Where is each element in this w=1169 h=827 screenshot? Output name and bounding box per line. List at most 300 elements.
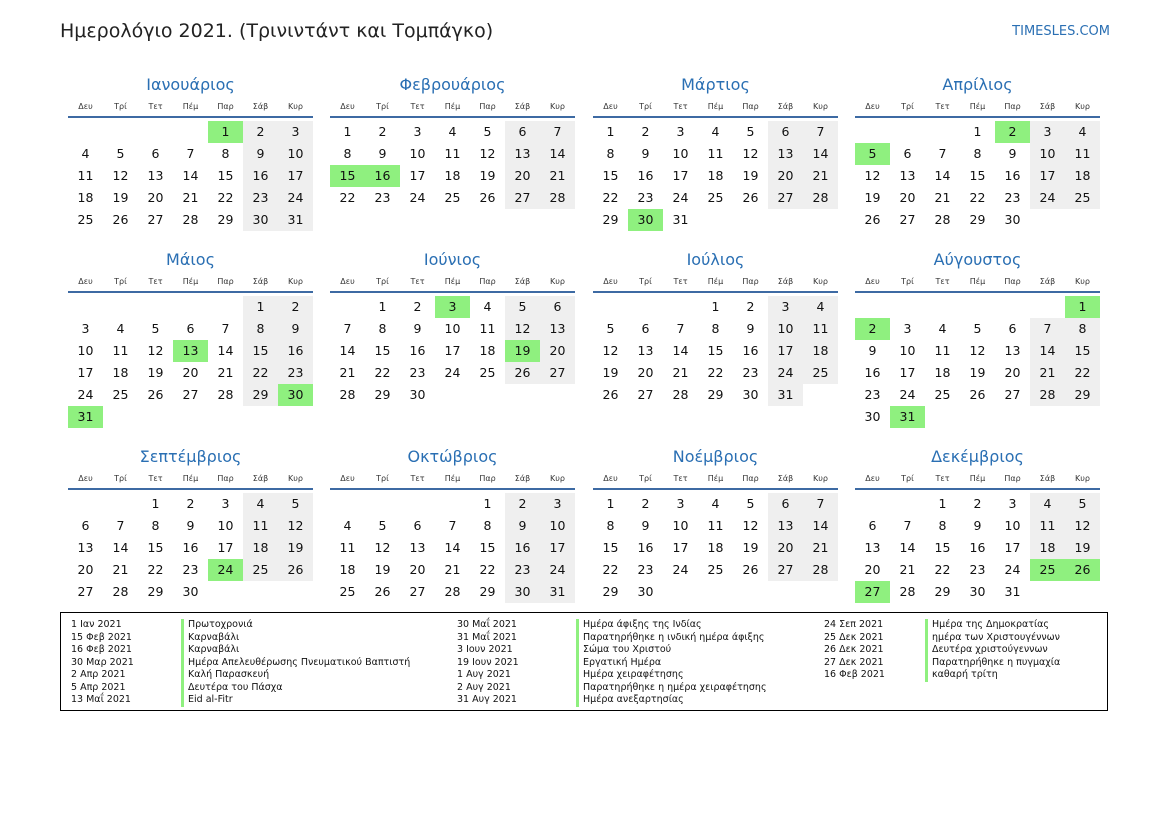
day-cell[interactable]: 25 <box>243 559 278 581</box>
day-cell[interactable]: 3 <box>540 493 575 515</box>
day-cell[interactable]: 17 <box>77 365 94 380</box>
day-cell[interactable]: 5 <box>151 321 160 336</box>
day-cell[interactable]: 31 <box>1004 584 1021 599</box>
day-cell[interactable]: 13 <box>768 515 803 537</box>
day-cell[interactable]: 22 <box>479 562 496 577</box>
day-cell[interactable]: 16 <box>278 340 313 362</box>
day-cell[interactable]: 22 <box>217 190 234 205</box>
day-cell[interactable]: 29 <box>217 212 234 227</box>
day-cell[interactable]: 5 <box>1065 493 1100 515</box>
day-cell[interactable]: 9 <box>243 143 278 165</box>
holiday-day-cell[interactable]: 13 <box>173 340 208 362</box>
day-cell[interactable]: 10 <box>409 146 426 161</box>
holiday-day-cell[interactable]: 31 <box>68 406 103 428</box>
day-cell[interactable]: 3 <box>676 496 685 511</box>
day-cell[interactable]: 10 <box>444 321 461 336</box>
day-cell[interactable]: 26 <box>969 387 986 402</box>
day-cell[interactable]: 13 <box>77 540 94 555</box>
day-cell[interactable]: 31 <box>278 209 313 231</box>
day-cell[interactable]: 30 <box>864 409 881 424</box>
day-cell[interactable]: 1 <box>606 496 615 511</box>
day-cell[interactable]: 20 <box>768 165 803 187</box>
day-cell[interactable]: 14 <box>803 515 838 537</box>
day-cell[interactable]: 3 <box>413 124 422 139</box>
day-cell[interactable]: 23 <box>182 562 199 577</box>
day-cell[interactable]: 21 <box>803 165 838 187</box>
day-cell[interactable]: 16 <box>409 343 426 358</box>
day-cell[interactable]: 13 <box>899 168 916 183</box>
holiday-day-cell[interactable]: 19 <box>505 340 540 362</box>
day-cell[interactable]: 14 <box>444 540 461 555</box>
day-cell[interactable]: 17 <box>278 165 313 187</box>
day-cell[interactable]: 19 <box>147 365 164 380</box>
day-cell[interactable]: 16 <box>182 540 199 555</box>
day-cell[interactable]: 18 <box>444 168 461 183</box>
day-cell[interactable]: 8 <box>221 146 230 161</box>
day-cell[interactable]: 18 <box>112 365 129 380</box>
day-cell[interactable]: 24 <box>1004 562 1021 577</box>
day-cell[interactable]: 28 <box>1030 384 1065 406</box>
day-cell[interactable]: 20 <box>899 190 916 205</box>
day-cell[interactable]: 11 <box>707 146 724 161</box>
day-cell[interactable]: 27 <box>637 387 654 402</box>
day-cell[interactable]: 9 <box>973 518 982 533</box>
day-cell[interactable]: 22 <box>602 190 619 205</box>
day-cell[interactable]: 14 <box>540 143 575 165</box>
day-cell[interactable]: 10 <box>672 146 689 161</box>
day-cell[interactable]: 2 <box>413 299 422 314</box>
day-cell[interactable]: 24 <box>899 387 916 402</box>
day-cell[interactable]: 8 <box>606 518 615 533</box>
day-cell[interactable]: 15 <box>969 168 986 183</box>
day-cell[interactable]: 1 <box>151 496 160 511</box>
day-cell[interactable]: 22 <box>707 365 724 380</box>
holiday-day-cell[interactable]: 26 <box>1065 559 1100 581</box>
day-cell[interactable]: 23 <box>637 190 654 205</box>
day-cell[interactable]: 12 <box>505 318 540 340</box>
day-cell[interactable]: 22 <box>339 190 356 205</box>
day-cell[interactable]: 24 <box>672 562 689 577</box>
holiday-day-cell[interactable]: 24 <box>208 559 243 581</box>
day-cell[interactable]: 25 <box>707 562 724 577</box>
holiday-day-cell[interactable]: 25 <box>1030 559 1065 581</box>
day-cell[interactable]: 11 <box>1030 515 1065 537</box>
day-cell[interactable]: 18 <box>1030 537 1065 559</box>
day-cell[interactable]: 18 <box>707 540 724 555</box>
day-cell[interactable]: 14 <box>672 343 689 358</box>
day-cell[interactable]: 27 <box>182 387 199 402</box>
day-cell[interactable]: 4 <box>803 296 838 318</box>
day-cell[interactable]: 1 <box>378 299 387 314</box>
day-cell[interactable]: 3 <box>1030 121 1065 143</box>
holiday-day-cell[interactable]: 15 <box>330 165 365 187</box>
day-cell[interactable]: 27 <box>77 584 94 599</box>
day-cell[interactable]: 10 <box>77 343 94 358</box>
day-cell[interactable]: 8 <box>151 518 160 533</box>
day-cell[interactable]: 31 <box>540 581 575 603</box>
day-cell[interactable]: 8 <box>711 321 720 336</box>
day-cell[interactable]: 24 <box>444 365 461 380</box>
day-cell[interactable]: 4 <box>116 321 125 336</box>
day-cell[interactable]: 11 <box>1065 143 1100 165</box>
day-cell[interactable]: 29 <box>374 387 391 402</box>
day-cell[interactable]: 6 <box>540 296 575 318</box>
day-cell[interactable]: 15 <box>147 540 164 555</box>
day-cell[interactable]: 15 <box>602 168 619 183</box>
day-cell[interactable]: 28 <box>444 584 461 599</box>
day-cell[interactable]: 17 <box>768 340 803 362</box>
day-cell[interactable]: 20 <box>182 365 199 380</box>
holiday-day-cell[interactable]: 27 <box>855 581 890 603</box>
day-cell[interactable]: 9 <box>505 515 540 537</box>
day-cell[interactable]: 18 <box>479 343 496 358</box>
day-cell[interactable]: 14 <box>112 540 129 555</box>
day-cell[interactable]: 28 <box>339 387 356 402</box>
day-cell[interactable]: 11 <box>339 540 356 555</box>
day-cell[interactable]: 17 <box>672 540 689 555</box>
day-cell[interactable]: 7 <box>186 146 195 161</box>
day-cell[interactable]: 25 <box>803 362 838 384</box>
day-cell[interactable]: 27 <box>1004 387 1021 402</box>
day-cell[interactable]: 12 <box>278 515 313 537</box>
day-cell[interactable]: 7 <box>221 321 230 336</box>
day-cell[interactable]: 26 <box>479 190 496 205</box>
day-cell[interactable]: 27 <box>899 212 916 227</box>
day-cell[interactable]: 3 <box>768 296 803 318</box>
day-cell[interactable]: 18 <box>243 537 278 559</box>
day-cell[interactable]: 11 <box>77 168 94 183</box>
day-cell[interactable]: 21 <box>803 537 838 559</box>
day-cell[interactable]: 21 <box>217 365 234 380</box>
day-cell[interactable]: 9 <box>413 321 422 336</box>
day-cell[interactable]: 22 <box>1065 362 1100 384</box>
day-cell[interactable]: 7 <box>1030 318 1065 340</box>
day-cell[interactable]: 5 <box>746 496 755 511</box>
holiday-day-cell[interactable]: 2 <box>855 318 890 340</box>
day-cell[interactable]: 22 <box>969 190 986 205</box>
day-cell[interactable]: 30 <box>505 581 540 603</box>
day-cell[interactable]: 3 <box>278 121 313 143</box>
day-cell[interactable]: 23 <box>409 365 426 380</box>
day-cell[interactable]: 22 <box>243 362 278 384</box>
day-cell[interactable]: 20 <box>864 562 881 577</box>
day-cell[interactable]: 14 <box>899 540 916 555</box>
day-cell[interactable]: 8 <box>938 518 947 533</box>
day-cell[interactable]: 9 <box>641 146 650 161</box>
day-cell[interactable]: 5 <box>378 518 387 533</box>
day-cell[interactable]: 27 <box>540 362 575 384</box>
day-cell[interactable]: 24 <box>540 559 575 581</box>
day-cell[interactable]: 21 <box>672 365 689 380</box>
day-cell[interactable]: 26 <box>374 584 391 599</box>
day-cell[interactable]: 12 <box>479 146 496 161</box>
day-cell[interactable]: 18 <box>707 168 724 183</box>
day-cell[interactable]: 8 <box>378 321 387 336</box>
day-cell[interactable]: 27 <box>147 212 164 227</box>
day-cell[interactable]: 29 <box>147 584 164 599</box>
day-cell[interactable]: 12 <box>374 540 391 555</box>
day-cell[interactable]: 7 <box>540 121 575 143</box>
day-cell[interactable]: 12 <box>147 343 164 358</box>
day-cell[interactable]: 23 <box>742 365 759 380</box>
day-cell[interactable]: 13 <box>637 343 654 358</box>
day-cell[interactable]: 13 <box>505 143 540 165</box>
day-cell[interactable]: 6 <box>1008 321 1017 336</box>
day-cell[interactable]: 24 <box>672 190 689 205</box>
day-cell[interactable]: 1 <box>243 296 278 318</box>
day-cell[interactable]: 15 <box>1065 340 1100 362</box>
day-cell[interactable]: 2 <box>505 493 540 515</box>
day-cell[interactable]: 9 <box>278 318 313 340</box>
day-cell[interactable]: 23 <box>637 562 654 577</box>
day-cell[interactable]: 10 <box>768 318 803 340</box>
day-cell[interactable]: 20 <box>409 562 426 577</box>
day-cell[interactable]: 25 <box>112 387 129 402</box>
day-cell[interactable]: 28 <box>112 584 129 599</box>
day-cell[interactable]: 13 <box>1004 343 1021 358</box>
day-cell[interactable]: 9 <box>1008 146 1017 161</box>
holiday-day-cell[interactable]: 31 <box>890 406 925 428</box>
day-cell[interactable]: 25 <box>77 212 94 227</box>
day-cell[interactable]: 16 <box>1004 168 1021 183</box>
day-cell[interactable]: 12 <box>969 343 986 358</box>
day-cell[interactable]: 5 <box>505 296 540 318</box>
day-cell[interactable]: 25 <box>339 584 356 599</box>
day-cell[interactable]: 22 <box>602 562 619 577</box>
day-cell[interactable]: 10 <box>672 518 689 533</box>
day-cell[interactable]: 24 <box>1030 187 1065 209</box>
day-cell[interactable]: 15 <box>374 343 391 358</box>
day-cell[interactable]: 30 <box>409 387 426 402</box>
day-cell[interactable]: 24 <box>768 362 803 384</box>
day-cell[interactable]: 17 <box>899 365 916 380</box>
day-cell[interactable]: 8 <box>483 518 492 533</box>
day-cell[interactable]: 28 <box>803 187 838 209</box>
holiday-day-cell[interactable]: 30 <box>628 209 663 231</box>
day-cell[interactable]: 22 <box>934 562 951 577</box>
day-cell[interactable]: 29 <box>602 584 619 599</box>
day-cell[interactable]: 15 <box>217 168 234 183</box>
day-cell[interactable]: 12 <box>1065 515 1100 537</box>
day-cell[interactable]: 4 <box>81 146 90 161</box>
day-cell[interactable]: 19 <box>374 562 391 577</box>
day-cell[interactable]: 11 <box>243 515 278 537</box>
day-cell[interactable]: 2 <box>973 496 982 511</box>
holiday-day-cell[interactable]: 1 <box>208 121 243 143</box>
day-cell[interactable]: 9 <box>641 518 650 533</box>
day-cell[interactable]: 18 <box>1065 165 1100 187</box>
day-cell[interactable]: 30 <box>637 584 654 599</box>
day-cell[interactable]: 11 <box>112 343 129 358</box>
day-cell[interactable]: 12 <box>112 168 129 183</box>
day-cell[interactable]: 19 <box>479 168 496 183</box>
day-cell[interactable]: 20 <box>768 537 803 559</box>
day-cell[interactable]: 25 <box>479 365 496 380</box>
day-cell[interactable]: 17 <box>540 537 575 559</box>
day-cell[interactable]: 7 <box>803 121 838 143</box>
day-cell[interactable]: 10 <box>540 515 575 537</box>
day-cell[interactable]: 4 <box>448 124 457 139</box>
day-cell[interactable]: 17 <box>217 540 234 555</box>
day-cell[interactable]: 19 <box>864 190 881 205</box>
day-cell[interactable]: 7 <box>676 321 685 336</box>
day-cell[interactable]: 23 <box>1004 190 1021 205</box>
day-cell[interactable]: 21 <box>182 190 199 205</box>
day-cell[interactable]: 19 <box>742 540 759 555</box>
day-cell[interactable]: 20 <box>637 365 654 380</box>
day-cell[interactable]: 18 <box>803 340 838 362</box>
day-cell[interactable]: 24 <box>409 190 426 205</box>
day-cell[interactable]: 30 <box>182 584 199 599</box>
day-cell[interactable]: 21 <box>934 190 951 205</box>
day-cell[interactable]: 4 <box>711 496 720 511</box>
day-cell[interactable]: 19 <box>278 537 313 559</box>
day-cell[interactable]: 29 <box>1065 384 1100 406</box>
day-cell[interactable]: 6 <box>413 518 422 533</box>
day-cell[interactable]: 5 <box>483 124 492 139</box>
day-cell[interactable]: 4 <box>1065 121 1100 143</box>
day-cell[interactable]: 21 <box>339 365 356 380</box>
day-cell[interactable]: 26 <box>864 212 881 227</box>
day-cell[interactable]: 29 <box>934 584 951 599</box>
day-cell[interactable]: 24 <box>278 187 313 209</box>
day-cell[interactable]: 30 <box>969 584 986 599</box>
day-cell[interactable]: 23 <box>969 562 986 577</box>
day-cell[interactable]: 23 <box>505 559 540 581</box>
day-cell[interactable]: 16 <box>505 537 540 559</box>
day-cell[interactable]: 10 <box>278 143 313 165</box>
day-cell[interactable]: 26 <box>505 362 540 384</box>
day-cell[interactable]: 1 <box>606 124 615 139</box>
day-cell[interactable]: 3 <box>81 321 90 336</box>
holiday-day-cell[interactable]: 5 <box>855 143 890 165</box>
day-cell[interactable]: 6 <box>186 321 195 336</box>
day-cell[interactable]: 15 <box>602 540 619 555</box>
holiday-day-cell[interactable]: 3 <box>435 296 470 318</box>
day-cell[interactable]: 26 <box>742 190 759 205</box>
day-cell[interactable]: 22 <box>374 365 391 380</box>
day-cell[interactable]: 25 <box>707 190 724 205</box>
day-cell[interactable]: 13 <box>864 540 881 555</box>
day-cell[interactable]: 19 <box>1065 537 1100 559</box>
day-cell[interactable]: 12 <box>602 343 619 358</box>
day-cell[interactable]: 7 <box>938 146 947 161</box>
day-cell[interactable]: 31 <box>768 384 803 406</box>
day-cell[interactable]: 11 <box>803 318 838 340</box>
day-cell[interactable]: 21 <box>112 562 129 577</box>
day-cell[interactable]: 26 <box>742 562 759 577</box>
day-cell[interactable]: 14 <box>1030 340 1065 362</box>
day-cell[interactable]: 7 <box>803 493 838 515</box>
day-cell[interactable]: 11 <box>479 321 496 336</box>
day-cell[interactable]: 17 <box>444 343 461 358</box>
day-cell[interactable]: 11 <box>934 343 951 358</box>
day-cell[interactable]: 4 <box>938 321 947 336</box>
day-cell[interactable]: 29 <box>707 387 724 402</box>
day-cell[interactable]: 26 <box>112 212 129 227</box>
day-cell[interactable]: 6 <box>768 121 803 143</box>
day-cell[interactable]: 14 <box>182 168 199 183</box>
day-cell[interactable]: 10 <box>1004 518 1021 533</box>
day-cell[interactable]: 26 <box>278 559 313 581</box>
day-cell[interactable]: 31 <box>672 212 689 227</box>
day-cell[interactable]: 30 <box>243 209 278 231</box>
day-cell[interactable]: 16 <box>742 343 759 358</box>
holiday-day-cell[interactable]: 16 <box>365 165 400 187</box>
day-cell[interactable]: 16 <box>243 165 278 187</box>
day-cell[interactable]: 6 <box>81 518 90 533</box>
day-cell[interactable]: 25 <box>444 190 461 205</box>
day-cell[interactable]: 19 <box>112 190 129 205</box>
day-cell[interactable]: 4 <box>343 518 352 533</box>
day-cell[interactable]: 18 <box>339 562 356 577</box>
day-cell[interactable]: 28 <box>182 212 199 227</box>
day-cell[interactable]: 8 <box>606 146 615 161</box>
day-cell[interactable]: 12 <box>864 168 881 183</box>
day-cell[interactable]: 22 <box>147 562 164 577</box>
day-cell[interactable]: 14 <box>934 168 951 183</box>
day-cell[interactable]: 20 <box>1004 365 1021 380</box>
day-cell[interactable]: 14 <box>339 343 356 358</box>
day-cell[interactable]: 19 <box>969 365 986 380</box>
day-cell[interactable]: 3 <box>221 496 230 511</box>
day-cell[interactable]: 7 <box>448 518 457 533</box>
day-cell[interactable]: 28 <box>540 187 575 209</box>
day-cell[interactable]: 6 <box>151 146 160 161</box>
day-cell[interactable]: 19 <box>742 168 759 183</box>
day-cell[interactable]: 16 <box>969 540 986 555</box>
day-cell[interactable]: 25 <box>934 387 951 402</box>
day-cell[interactable]: 1 <box>343 124 352 139</box>
day-cell[interactable]: 18 <box>77 190 94 205</box>
day-cell[interactable]: 1 <box>938 496 947 511</box>
day-cell[interactable]: 14 <box>803 143 838 165</box>
day-cell[interactable]: 1 <box>711 299 720 314</box>
day-cell[interactable]: 5 <box>606 321 615 336</box>
day-cell[interactable]: 7 <box>343 321 352 336</box>
day-cell[interactable]: 2 <box>243 121 278 143</box>
day-cell[interactable]: 28 <box>899 584 916 599</box>
day-cell[interactable]: 13 <box>147 168 164 183</box>
day-cell[interactable]: 8 <box>343 146 352 161</box>
day-cell[interactable]: 17 <box>1030 165 1065 187</box>
day-cell[interactable]: 17 <box>672 168 689 183</box>
site-link[interactable]: TIMESLES.COM <box>1012 24 1110 39</box>
day-cell[interactable]: 27 <box>409 584 426 599</box>
holiday-day-cell[interactable]: 2 <box>995 121 1030 143</box>
day-cell[interactable]: 5 <box>746 124 755 139</box>
day-cell[interactable]: 29 <box>969 212 986 227</box>
day-cell[interactable]: 15 <box>243 340 278 362</box>
day-cell[interactable]: 20 <box>77 562 94 577</box>
day-cell[interactable]: 16 <box>864 365 881 380</box>
day-cell[interactable]: 26 <box>147 387 164 402</box>
day-cell[interactable]: 8 <box>1065 318 1100 340</box>
day-cell[interactable]: 21 <box>444 562 461 577</box>
day-cell[interactable]: 29 <box>243 384 278 406</box>
day-cell[interactable]: 14 <box>217 343 234 358</box>
day-cell[interactable]: 5 <box>116 146 125 161</box>
day-cell[interactable]: 10 <box>899 343 916 358</box>
day-cell[interactable]: 20 <box>505 165 540 187</box>
day-cell[interactable]: 16 <box>637 540 654 555</box>
day-cell[interactable]: 2 <box>641 124 650 139</box>
day-cell[interactable]: 12 <box>742 146 759 161</box>
day-cell[interactable]: 2 <box>378 124 387 139</box>
day-cell[interactable]: 10 <box>217 518 234 533</box>
day-cell[interactable]: 24 <box>77 387 94 402</box>
day-cell[interactable]: 15 <box>934 540 951 555</box>
